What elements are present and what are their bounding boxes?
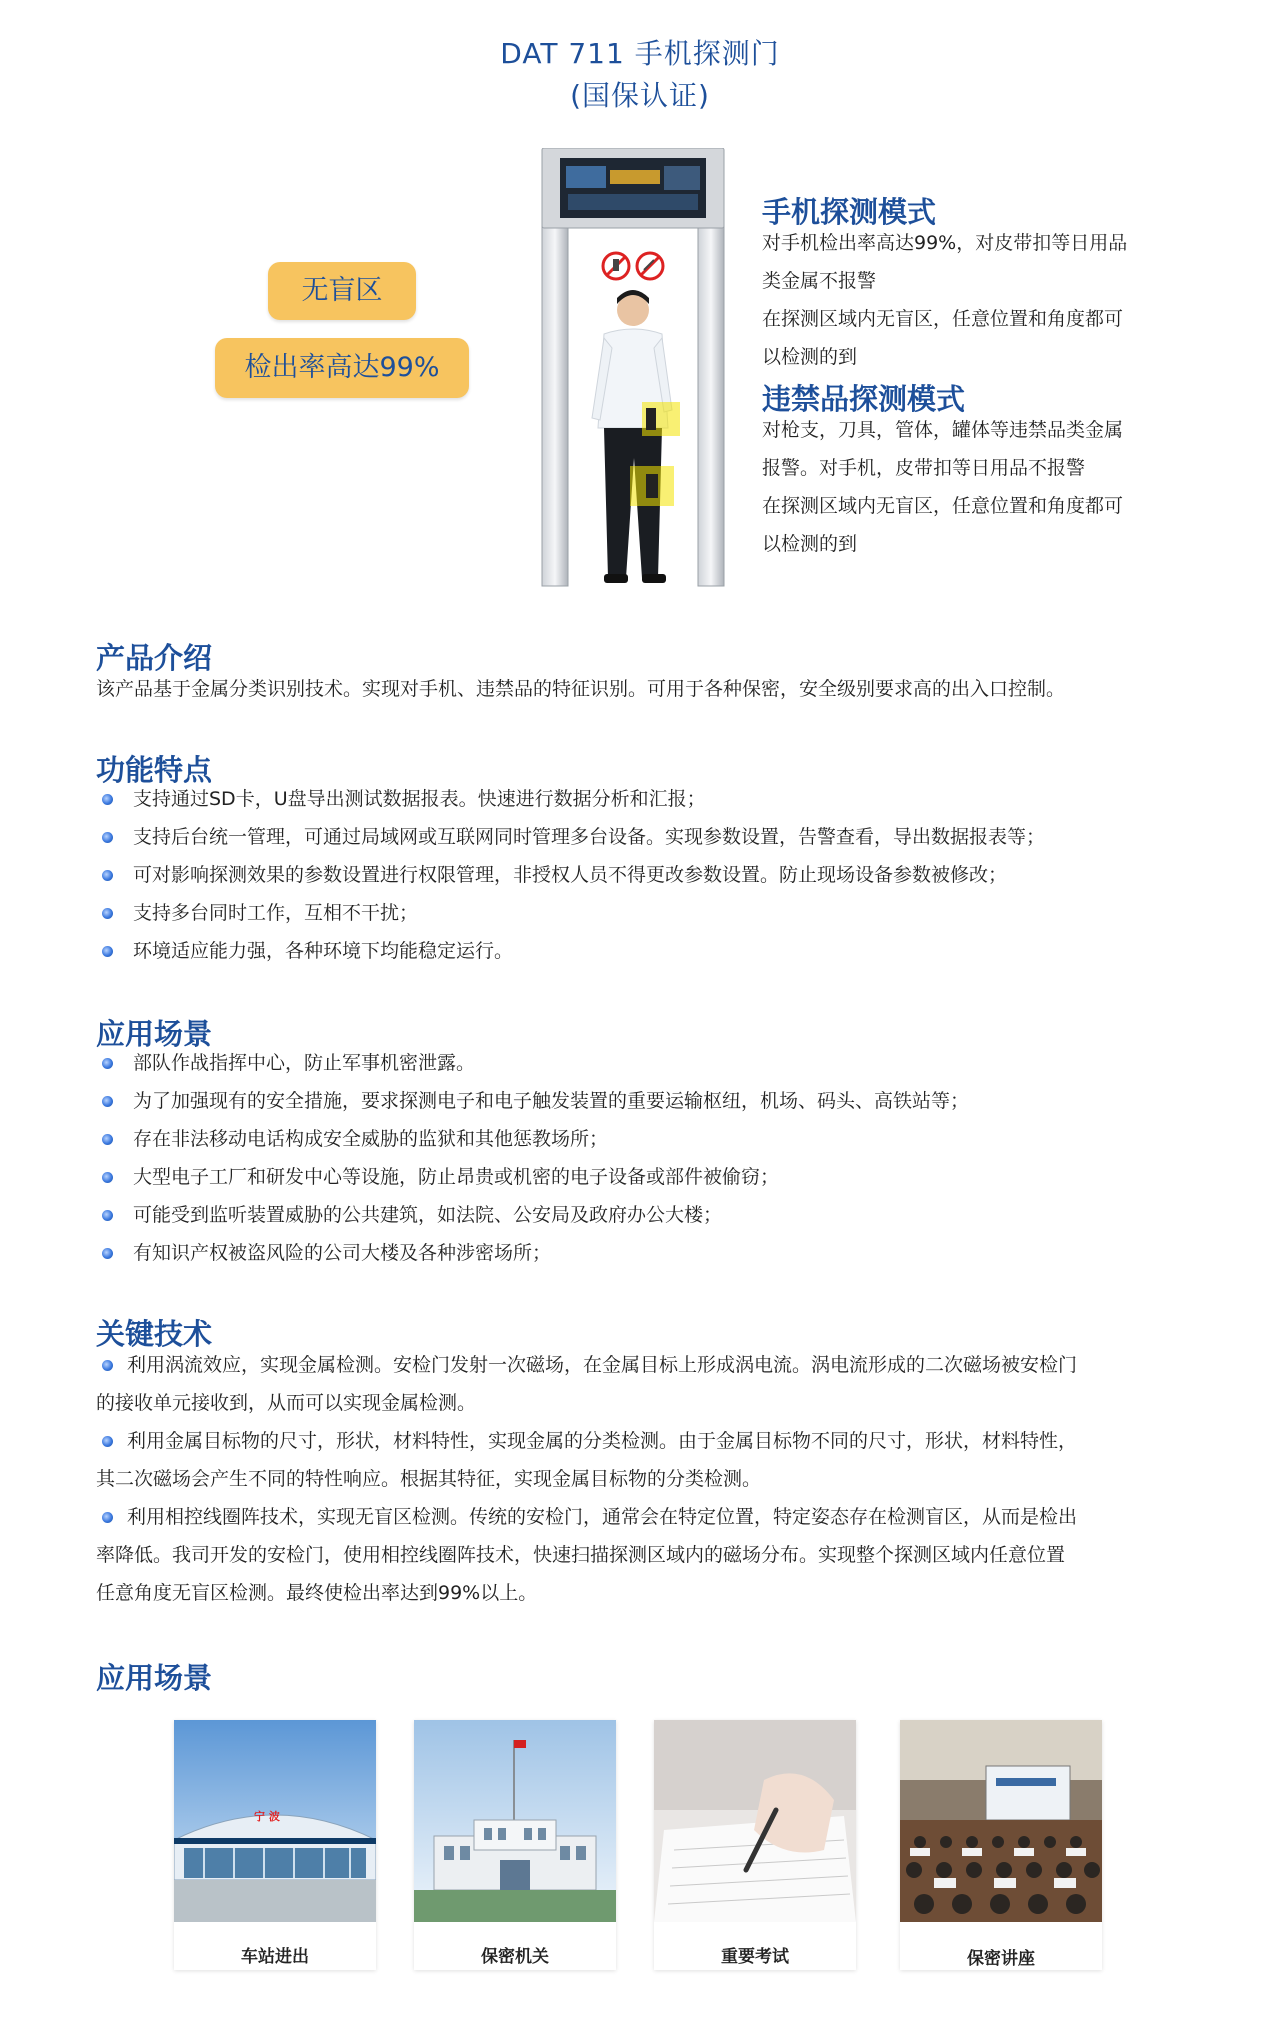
bullet-icon — [102, 870, 113, 881]
intro-title: 产品介绍 — [96, 641, 213, 675]
list-item: 环境适应能力强，各种环境下均能稳定运行。 — [96, 932, 1196, 970]
scenes-title: 应用场景 — [96, 1017, 213, 1051]
text-line: 对手机检出率高达99%，对皮带扣等日用品 — [762, 232, 1128, 254]
scene-card-exam — [654, 1720, 856, 1970]
text-line: 报警。对手机，皮带扣等日用品不报警 — [762, 457, 1086, 479]
scene-card-station — [174, 1720, 376, 1970]
badge-no-blind-zone: 无盲区 — [268, 262, 416, 320]
list-item: 可能受到监听装置威胁的公共建筑，如法院、公安局及政府办公大楼； — [96, 1196, 1196, 1234]
contraband-mode-desc — [762, 411, 1172, 563]
phone-mode-desc — [762, 224, 1172, 376]
badge-detect-rate: 检出率高达99% — [215, 338, 469, 398]
list-item: 可对影响探测效果的参数设置进行权限管理，非授权人员不得更改参数设置。防止现场设备参数被修改； — [96, 856, 1196, 894]
station-photo — [174, 1720, 376, 1922]
list-item: 为了加强现有的安全措施，要求探测电子和电子触发装置的重要运输枢纽，机场、码头、高铁站等； — [96, 1082, 1196, 1120]
list-item: 大型电子工厂和研发中心等设施，防止昂贵或机密的电子设备或部件被偷窃； — [96, 1158, 1196, 1196]
bullet-icon — [102, 1512, 113, 1523]
bullet-icon — [102, 1360, 113, 1371]
bullet-icon — [102, 908, 113, 919]
tech-line: 任意角度无盲区检测。最终使检出率达到99%以上。 — [96, 1582, 538, 1604]
government-building-photo — [414, 1720, 616, 1922]
bullet-icon — [102, 1134, 113, 1145]
scenes-list — [96, 1044, 1196, 1272]
tech-para: 利用相控线圈阵技术，实现无盲区检测。传统的安检门，通常会在特定位置，特定姿态存在检测盲区，从而是检出 — [96, 1498, 1196, 1536]
tech-title: 关键技术 — [96, 1317, 213, 1351]
lecture-hall-photo — [900, 1720, 1102, 1922]
bullet-icon — [102, 1058, 113, 1069]
scene-caption: 保密讲座 — [967, 1949, 1035, 1969]
metal-detector-gate-image — [538, 148, 728, 590]
station-sign-text: 宁 波 — [254, 1810, 280, 1823]
page-subtitle: (国保认证) — [570, 79, 710, 112]
scene-caption: 保密机关 — [481, 1947, 549, 1967]
exam-writing-photo — [654, 1720, 856, 1922]
bullet-icon — [102, 832, 113, 843]
tech-line: 的接收单元接收到，从而可以实现金属检测。 — [96, 1392, 477, 1414]
bullet-icon — [102, 794, 113, 805]
list-item: 存在非法移动电话构成安全威胁的监狱和其他惩教场所； — [96, 1120, 1196, 1158]
scene-card-agency — [414, 1720, 616, 1970]
tech-para: 利用涡流效应，实现金属检测。安检门发射一次磁场，在金属目标上形成涡电流。涡电流形成的二次磁场被安检门 — [96, 1346, 1196, 1384]
bullet-icon — [102, 1172, 113, 1183]
text-line: 以检测的到 — [762, 346, 858, 368]
tech-line: 率降低。我司开发的安检门，使用相控线圈阵技术，快速扫描探测区域内的磁场分布。实现整个探测区域内任意位置 — [96, 1544, 1066, 1566]
list-item: 支持后台统一管理，可通过局域网或互联网同时管理多台设备。实现参数设置，告警查看，导出数据报表等； — [96, 818, 1196, 856]
text-line: 以检测的到 — [762, 533, 858, 555]
bullet-icon — [102, 1210, 113, 1221]
features-list — [96, 780, 1196, 970]
list-item: 支持通过SD卡，U盘导出测试数据报表。快速进行数据分析和汇报； — [96, 780, 1196, 818]
tech-para: 利用金属目标物的尺寸，形状，材料特性，实现金属的分类检测。由于金属目标物不同的尺寸，形状，材料特性， — [96, 1422, 1196, 1460]
gallery-title: 应用场景 — [96, 1661, 213, 1695]
text-line: 在探测区域内无盲区，任意位置和角度都可 — [762, 495, 1124, 517]
list-item: 部队作战指挥中心，防止军事机密泄露。 — [96, 1044, 1196, 1082]
bullet-icon — [102, 946, 113, 957]
scene-caption: 车站进出 — [241, 1947, 309, 1967]
intro-text: 该产品基于金属分类识别技术。实现对手机、违禁品的特征识别。可用于各种保密，安全级别要求高的出入口控制。 — [96, 678, 1066, 700]
bullet-icon — [102, 1096, 113, 1107]
features-title: 功能特点 — [96, 753, 213, 787]
list-item: 有知识产权被盗风险的公司大楼及各种涉密场所； — [96, 1234, 1196, 1272]
phone-mode-title: 手机探测模式 — [762, 195, 937, 229]
list-item: 支持多台同时工作，互相不干扰； — [96, 894, 1196, 932]
tech-paragraphs — [96, 1346, 1196, 1612]
bullet-icon — [102, 1248, 113, 1259]
text-line: 在探测区域内无盲区，任意位置和角度都可 — [762, 308, 1124, 330]
page-title: DAT 711 手机探测门 — [500, 37, 780, 70]
text-line: 类金属不报警 — [762, 270, 877, 292]
bullet-icon — [102, 1436, 113, 1447]
scene-caption: 重要考试 — [721, 1947, 789, 1967]
scene-card-lecture — [900, 1720, 1102, 1970]
contraband-mode-title: 违禁品探测模式 — [762, 382, 966, 416]
text-line: 对枪支，刀具，管体，罐体等违禁品类金属 — [762, 419, 1124, 441]
tech-line: 其二次磁场会产生不同的特性响应。根据其特征，实现金属目标物的分类检测。 — [96, 1468, 762, 1490]
